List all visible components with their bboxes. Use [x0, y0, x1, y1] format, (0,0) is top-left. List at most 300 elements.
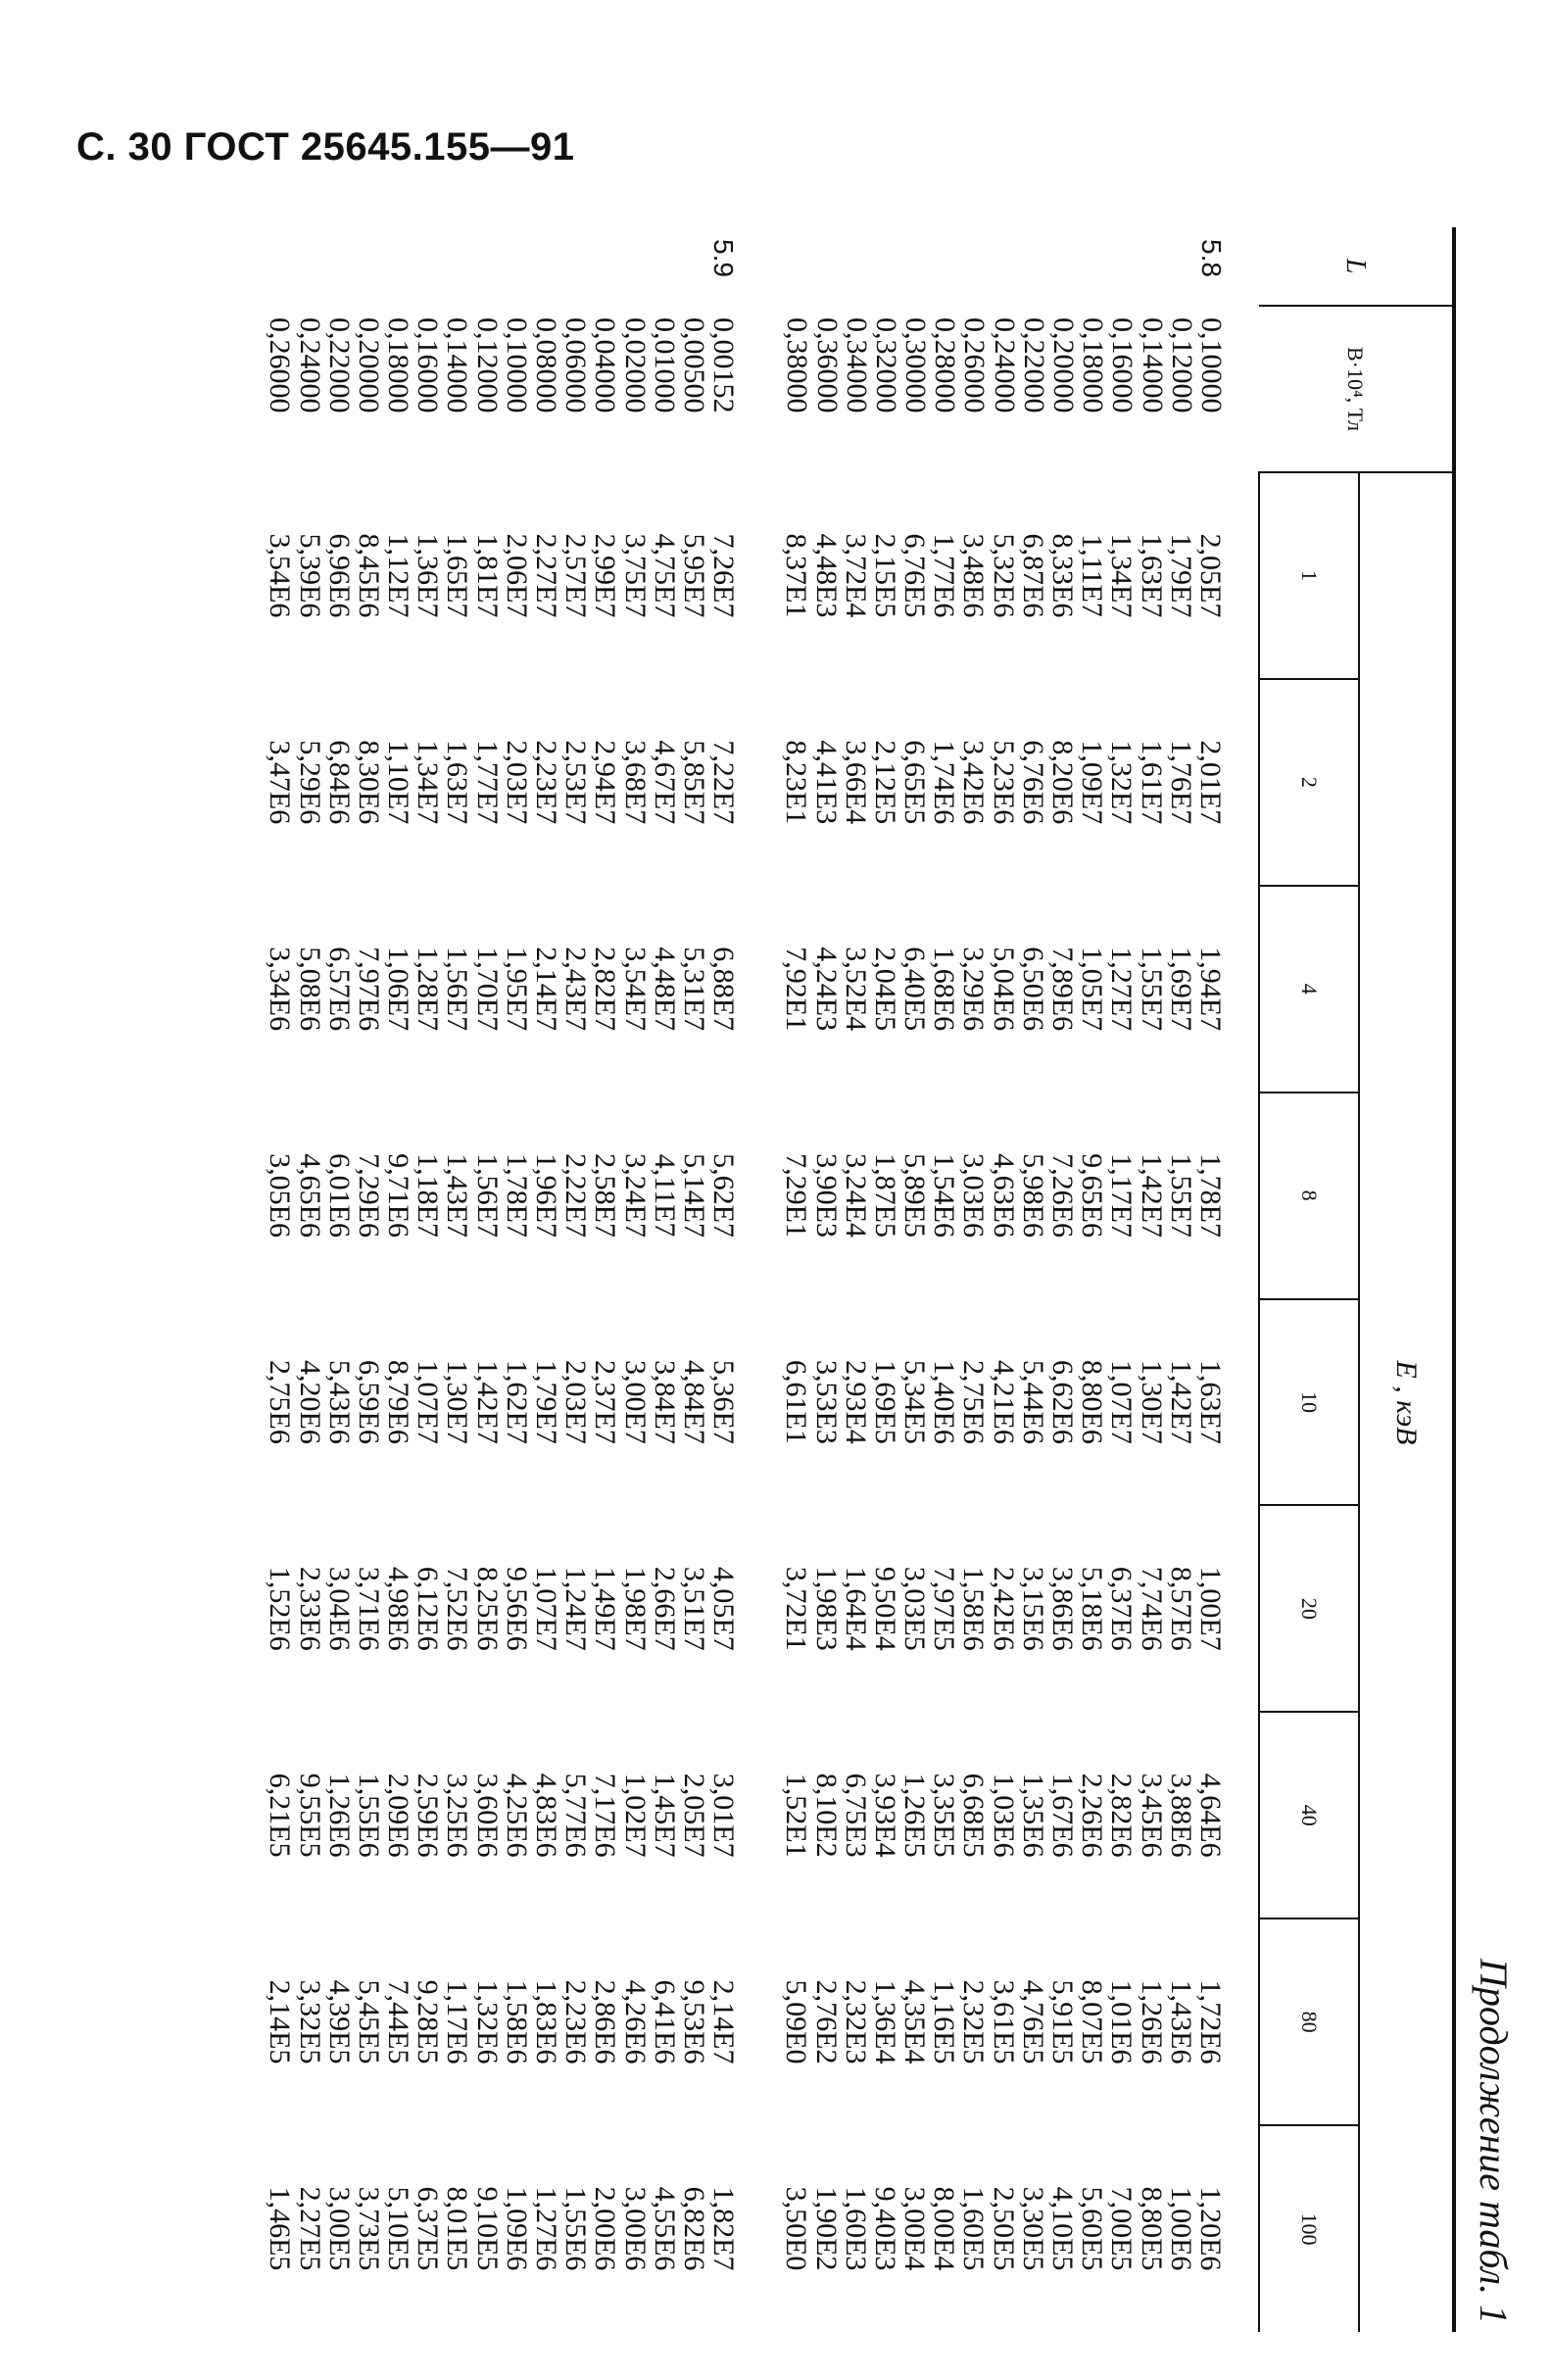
b-value: 0,04000: [589, 317, 622, 413]
flux-column-80: [781, 1919, 1259, 2125]
b-value: 0,22000: [1017, 317, 1050, 413]
flux-value: 6,61E1: [780, 1360, 813, 1444]
flux-value: 6,37E6: [1105, 1566, 1139, 1651]
flux-value: 7,29E1: [780, 1153, 813, 1238]
flux-value: 3,68E7: [618, 740, 652, 825]
flux-value: 6,12E6: [412, 1566, 445, 1651]
flux-value: 1,82E7: [707, 2186, 741, 2271]
flux-value: 4,75E7: [648, 533, 681, 618]
flux-column-2: [265, 679, 781, 886]
flux-value: 2,93E4: [839, 1360, 872, 1444]
flux-value: 2,14E5: [264, 1979, 297, 2064]
flux-value: 8,30E6: [352, 740, 385, 825]
flux-value: 9,65E6: [1076, 1153, 1109, 1238]
flux-value: 3,25E6: [441, 1773, 474, 1858]
flux-value: 8,10E2: [809, 1773, 843, 1858]
flux-value: 8,25E6: [470, 1566, 504, 1651]
l-value: 5.9: [708, 239, 740, 277]
group-L-5-8: [781, 227, 1259, 2332]
flux-value: 1,34E7: [412, 740, 445, 825]
flux-value: 1,55E7: [1164, 1153, 1197, 1238]
flux-value: 5,44E6: [1016, 1360, 1049, 1444]
flux-value: 3,42E6: [957, 740, 991, 825]
flux-value: 1,54E6: [928, 1153, 961, 1238]
flux-value: 4,26E6: [618, 1979, 652, 2064]
flux-value: 8,57E6: [1164, 1566, 1197, 1651]
flux-value: 4,05E7: [707, 1566, 741, 1651]
flux-value: 1,62E7: [500, 1360, 533, 1444]
flux-value: 2,23E7: [530, 740, 563, 825]
flux-value: 9,40E3: [868, 2186, 901, 2271]
flux-value: 2,27E7: [530, 533, 563, 618]
flux-value: 6,84E6: [322, 740, 356, 825]
flux-value: 7,22E7: [707, 740, 741, 825]
flux-value: 1,63E7: [441, 740, 474, 825]
flux-value: 4,76E5: [1016, 1979, 1049, 2064]
flux-value: 2,15E5: [868, 533, 901, 618]
flux-value: 3,45E6: [1135, 1773, 1168, 1858]
flux-table: [265, 227, 1456, 2332]
flux-value: 1,65E7: [441, 533, 474, 618]
flux-value: 5,34E5: [898, 1360, 932, 1444]
b-value: 0,18000: [382, 317, 415, 413]
flux-value: 1,77E6: [928, 533, 961, 618]
header-energy-20: 20: [1259, 1505, 1359, 1712]
flux-value: 4,83E6: [530, 1773, 563, 1858]
flux-value: 3,47E6: [264, 740, 297, 825]
flux-value: 1,69E5: [868, 1360, 901, 1444]
flux-value: 3,93E4: [868, 1773, 901, 1858]
flux-value: 8,07E5: [1076, 1979, 1109, 2064]
flux-value: 1,30E7: [441, 1360, 474, 1444]
flux-value: 3,60E6: [470, 1773, 504, 1858]
flux-value: 8,23E1: [780, 740, 813, 825]
flux-value: 5,43E6: [322, 1360, 356, 1444]
flux-value: 6,96E6: [322, 533, 356, 618]
flux-value: 1,26E5: [898, 1773, 932, 1858]
flux-value: 8,80E6: [1076, 1360, 1109, 1444]
b-values: [265, 306, 781, 472]
flux-value: 6,88E7: [707, 947, 741, 1032]
flux-value: 8,80E5: [1135, 2186, 1168, 2271]
flux-column-4: [781, 886, 1259, 1093]
flux-value: 3,04E6: [322, 1566, 356, 1651]
flux-value: 2,82E7: [589, 947, 622, 1032]
flux-value: 2,33E6: [293, 1566, 326, 1651]
flux-value: 5,08E6: [293, 947, 326, 1032]
flux-value: 5,95E7: [678, 533, 710, 618]
flux-value: 1,07E7: [530, 1566, 563, 1651]
flux-value: 5,45E5: [352, 1979, 385, 2064]
b-value: 0,38000: [781, 317, 814, 413]
flux-column-40: [265, 1712, 781, 1919]
flux-value: 6,65E5: [898, 740, 932, 825]
flux-value: 3,35E5: [928, 1773, 961, 1858]
flux-value: 2,66E7: [648, 1566, 681, 1651]
flux-value: 4,65E6: [293, 1153, 326, 1238]
flux-value: 2,05E7: [1194, 533, 1227, 618]
rotated-table-block: [76, 227, 1517, 2334]
flux-value: 5,04E6: [987, 947, 1020, 1032]
header-energy-80: 80: [1259, 1919, 1359, 2125]
flux-column-100: [265, 2125, 781, 2332]
flux-value: 1,67E6: [1046, 1773, 1080, 1858]
flux-value: 6,87E6: [1016, 533, 1049, 618]
flux-value: 8,20E6: [1046, 740, 1080, 825]
header-energy-4: 4: [1259, 886, 1359, 1093]
flux-value: 1,68E6: [928, 947, 961, 1032]
flux-value: 9,56E6: [500, 1566, 533, 1651]
flux-value: 1,02E7: [618, 1773, 652, 1858]
flux-value: 2,99E7: [589, 533, 622, 618]
b-value: 0,26000: [958, 317, 992, 413]
table-caption: Продолжение табл. 1: [1472, 1958, 1516, 2324]
flux-value: 1,09E6: [500, 2186, 533, 2271]
flux-value: 7,97E6: [352, 947, 385, 1032]
flux-value: 4,55E6: [648, 2186, 681, 2271]
flux-value: 1,16E5: [928, 1979, 961, 2064]
flux-value: 1,36E7: [412, 533, 445, 618]
flux-value: 1,76E7: [1164, 740, 1197, 825]
flux-value: 1,35E6: [1016, 1773, 1049, 1858]
b-value: 0,18000: [1077, 317, 1110, 413]
flux-value: 4,39E5: [322, 1979, 356, 2064]
flux-value: 1,11E7: [1076, 534, 1109, 617]
flux-column-20: [265, 1505, 781, 1712]
flux-value: 1,69E7: [1164, 947, 1197, 1032]
flux-value: 5,91E5: [1046, 1979, 1080, 2064]
flux-value: 3,34E6: [264, 947, 297, 1032]
flux-value: 9,28E5: [412, 1979, 445, 2064]
page-header: С. 30 ГОСТ 25645.155—91: [76, 125, 575, 169]
flux-value: 1,52E6: [264, 1566, 297, 1651]
table-row: [781, 227, 1259, 2332]
b-value: 0,36000: [810, 317, 844, 413]
flux-column-10: [781, 1299, 1259, 1506]
flux-value: 1,55E7: [1135, 947, 1168, 1032]
flux-column-100: [781, 2125, 1259, 2332]
flux-value: 1,40E6: [928, 1360, 961, 1444]
flux-value: 1,90E2: [809, 2186, 843, 2271]
b-value: 0,26000: [264, 317, 297, 413]
flux-value: 7,97E5: [928, 1566, 961, 1651]
flux-value: 1,42E7: [470, 1360, 504, 1444]
flux-value: 2,12E5: [868, 740, 901, 825]
flux-value: 5,18E6: [1076, 1566, 1109, 1651]
flux-value: 1,27E6: [530, 2186, 563, 2271]
header-energy-10: 10: [1259, 1299, 1359, 1506]
flux-value: 9,71E6: [382, 1153, 415, 1238]
table-row: [265, 227, 781, 2332]
flux-value: 1,52E1: [780, 1773, 813, 1858]
flux-value: 1,56E7: [441, 947, 474, 1032]
flux-value: 7,26E7: [707, 533, 741, 618]
flux-value: 9,55E5: [293, 1773, 326, 1858]
flux-value: 6,68E5: [957, 1773, 991, 1858]
b-value: 0,02000: [618, 317, 652, 413]
flux-value: 6,50E6: [1016, 947, 1049, 1032]
flux-value: 1,55E6: [352, 1773, 385, 1858]
flux-value: 8,00E4: [928, 2186, 961, 2271]
flux-value: 8,45E6: [352, 533, 385, 618]
b-value: 0,00152: [707, 317, 741, 413]
flux-value: 7,00E5: [1105, 2186, 1139, 2271]
flux-value: 4,41E3: [809, 740, 843, 825]
flux-value: 1,07E7: [1105, 1360, 1139, 1444]
b-value: 0,24000: [988, 317, 1021, 413]
flux-value: 4,67E7: [648, 740, 681, 825]
flux-value: 4,63E6: [987, 1153, 1020, 1238]
flux-value: 3,86E6: [1046, 1566, 1080, 1651]
flux-value: 2,26E6: [1076, 1773, 1109, 1858]
flux-value: 7,74E6: [1135, 1566, 1168, 1651]
flux-value: 5,39E6: [293, 533, 326, 618]
flux-value: 1,07E7: [412, 1360, 445, 1444]
flux-value: 1,30E7: [1135, 1360, 1168, 1444]
flux-value: 1,46E5: [264, 2186, 297, 2271]
flux-value: 1,03E6: [987, 1773, 1020, 1858]
flux-value: 1,17E7: [1105, 1153, 1139, 1238]
flux-value: 3,00E5: [322, 2186, 356, 2271]
b-value: 0,16000: [412, 317, 445, 413]
flux-value: 1,95E7: [500, 947, 533, 1032]
flux-value: 7,92E1: [780, 947, 813, 1032]
flux-value: 3,03E5: [898, 1566, 932, 1651]
b-value: 0,00500: [678, 317, 710, 413]
b-value: 0,28000: [929, 317, 962, 413]
flux-value: 3,54E6: [264, 533, 297, 618]
flux-value: 5,09E0: [780, 1979, 813, 2064]
flux-value: 1,74E6: [928, 740, 961, 825]
flux-value: 5,10E5: [382, 2186, 415, 2271]
flux-value: 3,32E5: [293, 1979, 326, 2064]
flux-value: 1,09E7: [1076, 740, 1109, 825]
flux-value: 1,79E7: [1164, 533, 1197, 618]
flux-value: 1,18E7: [412, 1153, 445, 1238]
l-value: 5.8: [1196, 239, 1227, 277]
flux-value: 1,60E5: [957, 2186, 991, 2271]
flux-value: 9,50E4: [868, 1566, 901, 1651]
flux-value: 3,52E4: [839, 947, 872, 1032]
flux-value: 4,24E3: [809, 947, 843, 1032]
flux-value: 6,75E3: [839, 1773, 872, 1858]
flux-value: 7,44E5: [382, 1979, 415, 2064]
flux-value: 1,79E7: [530, 1360, 563, 1444]
flux-value: 3,24E7: [618, 1153, 652, 1238]
flux-value: 3,72E1: [780, 1566, 813, 1651]
flux-value: 9,10E5: [470, 2186, 504, 2271]
flux-value: 3,50E0: [780, 2186, 813, 2271]
flux-column-80: [265, 1919, 781, 2125]
flux-value: 1,45E7: [648, 1773, 681, 1858]
flux-value: 1,24E7: [559, 1566, 593, 1651]
flux-value: 6,59E6: [352, 1360, 385, 1444]
flux-column-1: [781, 472, 1259, 679]
flux-value: 6,01E6: [322, 1153, 356, 1238]
flux-value: 4,10E5: [1046, 2186, 1080, 2271]
header-row-energies: [1259, 227, 1359, 2332]
flux-value: 4,11E7: [648, 1153, 681, 1238]
header-energy-40: 40: [1259, 1712, 1359, 1919]
b-value: 0,06000: [559, 317, 593, 413]
b-value: 0,14000: [441, 317, 474, 413]
flux-value: 1,94E7: [1194, 947, 1227, 1032]
flux-value: 2,22E7: [559, 1153, 593, 1238]
flux-value: 3,90E3: [809, 1153, 843, 1238]
flux-value: 7,17E6: [589, 1773, 622, 1858]
header-energy-1: 1: [1259, 472, 1359, 679]
b-value: 0,12000: [1165, 317, 1198, 413]
flux-value: 7,89E6: [1046, 947, 1080, 1032]
flux-value: 1,32E7: [1105, 740, 1139, 825]
flux-value: 3,53E3: [809, 1360, 843, 1444]
flux-value: 2,27E5: [293, 2186, 326, 2271]
flux-value: 1,58E6: [957, 1566, 991, 1651]
flux-value: 5,85E7: [678, 740, 710, 825]
flux-value: 3,71E6: [352, 1566, 385, 1651]
header-energy-100: 100: [1259, 2125, 1359, 2332]
flux-value: 2,76E2: [809, 1979, 843, 2064]
flux-value: 3,51E7: [678, 1566, 710, 1651]
flux-value: 2,06E7: [500, 533, 533, 618]
b-value: 0,30000: [899, 317, 933, 413]
header-row-top: [1359, 227, 1454, 2332]
b-value: 0,20000: [1047, 317, 1081, 413]
flux-value: 1,00E6: [1164, 2186, 1197, 2271]
flux-value: 6,21E5: [264, 1773, 297, 1858]
flux-value: 4,48E7: [648, 947, 681, 1032]
flux-value: 1,06E7: [382, 947, 415, 1032]
flux-value: 8,79E6: [382, 1360, 415, 1444]
b-values: [781, 306, 1259, 472]
flux-value: 8,33E6: [1046, 533, 1080, 618]
flux-value: 3,15E6: [1016, 1566, 1049, 1651]
flux-value: 1,61E7: [1135, 740, 1168, 825]
flux-value: 5,98E6: [1016, 1153, 1049, 1238]
flux-value: 1,32E6: [470, 1979, 504, 2064]
group-L-5-9: [265, 227, 781, 2332]
flux-value: 3,88E6: [1164, 1773, 1197, 1858]
flux-value: 2,94E7: [589, 740, 622, 825]
flux-value: 1,27E7: [1105, 947, 1139, 1032]
flux-value: 2,86E6: [589, 1979, 622, 2064]
flux-value: 3,84E7: [648, 1360, 681, 1444]
flux-value: 5,23E6: [987, 740, 1020, 825]
flux-value: 6,76E6: [1016, 740, 1049, 825]
flux-value: 9,53E6: [678, 1979, 710, 2064]
header-l: L: [1259, 227, 1454, 306]
flux-value: 2,43E7: [559, 947, 593, 1032]
flux-value: 1,49E7: [589, 1566, 622, 1651]
flux-value: 2,09E6: [382, 1773, 415, 1858]
flux-value: 6,82E6: [678, 2186, 710, 2271]
flux-value: 2,04E5: [868, 947, 901, 1032]
flux-value: 1,20E6: [1194, 2186, 1227, 2271]
flux-value: 3,73E5: [352, 2186, 385, 2271]
b-value: 0,10000: [1195, 317, 1228, 413]
flux-value: 1,28E7: [412, 947, 445, 1032]
flux-value: 2,58E7: [589, 1153, 622, 1238]
flux-value: 6,62E6: [1046, 1360, 1080, 1444]
flux-value: 1,26E6: [1135, 1979, 1168, 2064]
flux-value: 1,58E6: [500, 1979, 533, 2064]
flux-value: 1,70E7: [470, 947, 504, 1032]
flux-value: 5,62E7: [707, 1153, 741, 1238]
flux-column-20: [781, 1505, 1259, 1712]
flux-value: 1,05E7: [1076, 947, 1109, 1032]
flux-value: 3,75E7: [618, 533, 652, 618]
flux-value: 6,57E6: [322, 947, 356, 1032]
flux-value: 1,96E7: [530, 1153, 563, 1238]
flux-value: 2,23E6: [559, 1979, 593, 2064]
flux-value: 1,36E4: [868, 1979, 901, 2064]
flux-value: 5,36E7: [707, 1360, 741, 1444]
flux-value: 6,40E5: [898, 947, 932, 1032]
flux-value: 4,25E6: [500, 1773, 533, 1858]
header-energy-8: 8: [1259, 1093, 1359, 1299]
b-value: 0,24000: [293, 317, 326, 413]
flux-value: 3,72E4: [839, 533, 872, 618]
flux-value: 3,66E4: [839, 740, 872, 825]
flux-value: 1,78E7: [500, 1153, 533, 1238]
flux-column-4: [265, 886, 781, 1093]
flux-value: 5,77E6: [559, 1773, 593, 1858]
flux-value: 1,77E7: [470, 740, 504, 825]
flux-value: 5,89E5: [898, 1153, 932, 1238]
flux-value: 6,76E5: [898, 533, 932, 618]
flux-value: 3,24E4: [839, 1153, 872, 1238]
flux-value: 1,34E7: [1105, 533, 1139, 618]
flux-value: 3,01E7: [707, 1773, 741, 1858]
flux-value: 3,00E4: [898, 2186, 932, 2271]
flux-value: 8,01E5: [441, 2186, 474, 2271]
flux-value: 2,14E7: [530, 947, 563, 1032]
flux-column-1: [265, 472, 781, 679]
flux-value: 1,63E7: [1135, 533, 1168, 618]
flux-value: 5,29E6: [293, 740, 326, 825]
flux-value: 1,56E7: [470, 1153, 504, 1238]
flux-value: 1,60E3: [839, 2186, 872, 2271]
flux-value: 1,43E6: [1164, 1979, 1197, 2064]
flux-value: 2,59E6: [412, 1773, 445, 1858]
flux-value: 1,78E7: [1194, 1153, 1227, 1238]
flux-value: 1,64E4: [839, 1566, 872, 1651]
flux-value: 2,03E7: [500, 740, 533, 825]
flux-value: 5,14E7: [678, 1153, 710, 1238]
flux-value: 5,31E7: [678, 947, 710, 1032]
b-value: 0,20000: [352, 317, 385, 413]
flux-value: 3,61E5: [987, 1979, 1020, 2064]
flux-value: 6,41E6: [648, 1979, 681, 2064]
flux-value: 2,37E7: [589, 1360, 622, 1444]
flux-value: 1,42E7: [1164, 1360, 1197, 1444]
b-value: 0,34000: [840, 317, 873, 413]
b-value: 0,08000: [530, 317, 563, 413]
flux-value: 3,30E5: [1016, 2186, 1049, 2271]
flux-value: 4,48E3: [809, 533, 843, 618]
flux-value: 1,17E6: [441, 1979, 474, 2064]
flux-value: 2,75E6: [957, 1360, 991, 1444]
flux-value: 1,42E7: [1135, 1153, 1168, 1238]
b-value: 0,16000: [1106, 317, 1139, 413]
flux-value: 5,60E5: [1076, 2186, 1109, 2271]
flux-value: 2,53E7: [559, 740, 593, 825]
b-value: 0,32000: [869, 317, 902, 413]
flux-value: 2,50E5: [987, 2186, 1020, 2271]
flux-value: 1,83E6: [530, 1979, 563, 2064]
header-energy-2: 2: [1259, 679, 1359, 886]
header-b: B·10⁴, Тл: [1259, 306, 1454, 472]
